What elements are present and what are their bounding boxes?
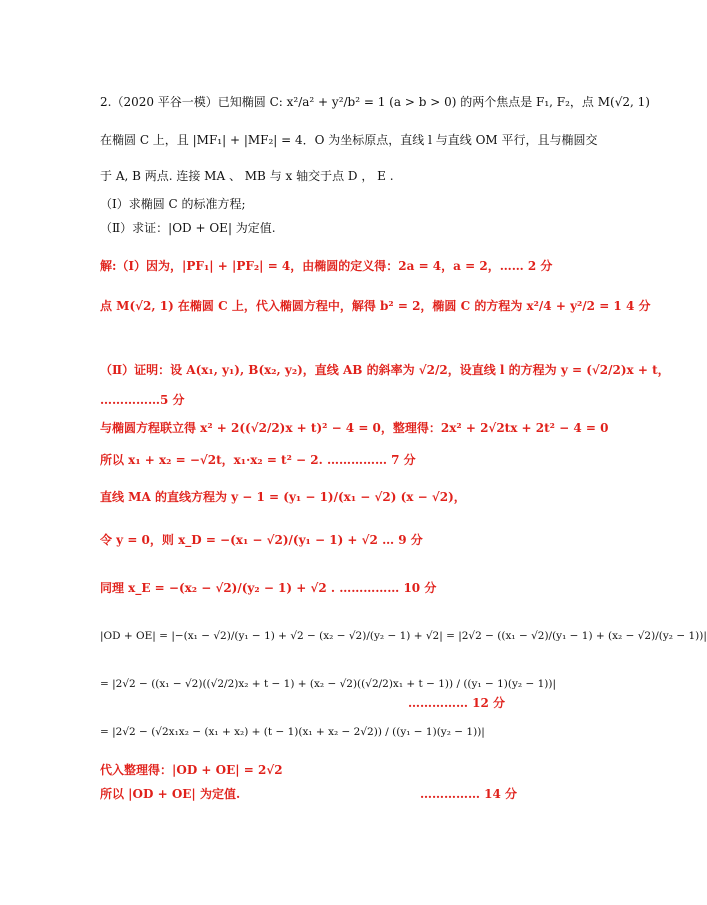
solution-line-7: 令 y = 0，则 x_D = −(x₁ − √2)/(y₁ − 1) + √2 … 9 分 [100,533,423,547]
solution-line-2: 点 M(√2, 1) 在椭圆 C 上，代入椭圆方程中，解得 b² = 2，椭圆 C 的方程为 x²/4 + y²/2 = 1 4 分 [100,299,651,313]
solution-line-5: 所以 x₁ + x₂ = −√2t，x₁·x₂ = t² − 2. …………… 7 分 [100,453,416,467]
solution-line-9: |OD + OE| = |−(x₁ − √2)/(y₁ − 1) + √2 − (x₂ − √2)/(y₂ − 1) + √2| = |2√2 − ((x₁ − √2)/(y₁ − 1) + (x₂ − √2)/(y₂ − 1))| [100,630,707,642]
solution-line-13b: …………… 14 分 [420,787,518,801]
solution-line-12: 代入整理得：|OD + OE| = 2√2 [100,763,283,777]
problem-line-2: 在椭圆 C 上，且 |MF₁| + |MF₂| = 4．O 为坐标原点，直线 l 与直线 OM 平行，且与椭圆交 [100,133,598,147]
solution-line-6: 直线 MA 的直线方程为 y − 1 = (y₁ − 1)/(x₁ − √2) (x − √2)， [100,490,466,504]
solution-line-4: 与椭圆方程联立得 x² + 2((√2/2)x + t)² − 4 = 0，整理得：2x² + 2√2tx + 2t² − 4 = 0 [100,421,609,435]
solution-line-3: （Ⅱ）证明：设 A(x₁, y₁), B(x₂, y₂)，直线 AB 的斜率为 √2/2，设直线 l 的方程为 y = (√2/2)x + t， [100,363,670,377]
problem-line-1: 2.（2020 平谷一模）已知椭圆 C: x²/a² + y²/b² = 1 (a > b > 0) 的两个焦点是 F₁, F₂，点 M(√2, 1) [100,95,650,109]
solution-line-13: 所以 |OD + OE| 为定值. [100,787,241,801]
solution-line-3b: ……………5 分 [100,393,185,407]
problem-line-3: 于 A, B 两点. 连接 MA 、 MB 与 x 轴交于点 D ， E . [100,169,394,183]
problem-part-2: （Ⅱ）求证：|OD + OE| 为定值. [100,221,276,235]
solution-line-11: = |2√2 − (√2x₁x₂ − (x₁ + x₂) + (t − 1)(x₁ + x₂ − 2√2)) / ((y₁ − 1)(y₂ − 1))| [100,726,485,738]
solution-line-10: = |2√2 − ((x₁ − √2)((√2/2)x₂ + t − 1) + (x₂ − √2)((√2/2)x₁ + t − 1)) / ((y₁ − 1)(y₂ − 1))| [100,678,557,690]
problem-part-1: （Ⅰ）求椭圆 C 的标准方程; [100,197,246,211]
solution-line-1: 解:（Ⅰ）因为，|PF₁| + |PF₂| = 4，由椭圆的定义得：2a = 4，a = 2，…… 2 分 [100,259,553,273]
solution-line-8: 同理 x_E = −(x₂ − √2)/(y₂ − 1) + √2 . …………… 10 分 [100,581,437,595]
solution-line-10b: …………… 12 分 [408,696,506,710]
